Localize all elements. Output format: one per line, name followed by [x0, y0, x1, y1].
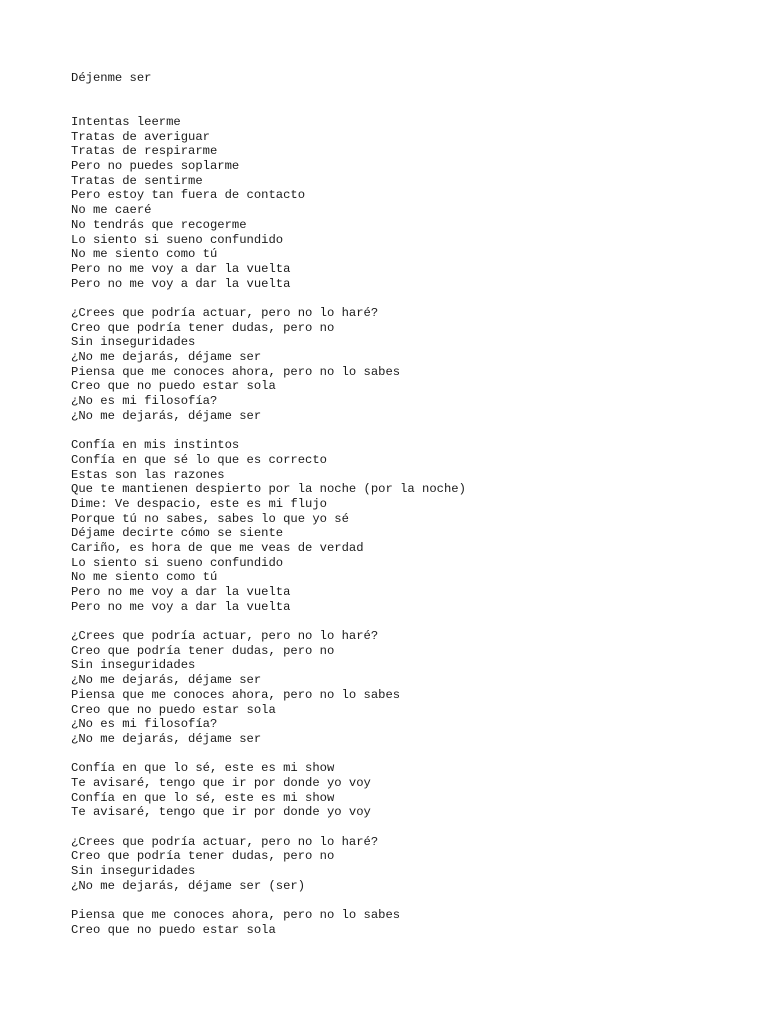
lyric-line: No me siento como tú [71, 570, 218, 585]
lyric-line: ¿Crees que podría actuar, pero no lo haré? [71, 834, 379, 849]
lyric-line: Confía en que lo sé, este es mi show [71, 761, 335, 776]
stanza [71, 908, 751, 937]
lyric-line: Piensa que me conoces ahora, pero no lo sabes [71, 908, 401, 923]
stanza [71, 438, 751, 614]
lyric-line: Lo siento si sueno confundido [71, 232, 284, 247]
lyric-line: Pero no me voy a dar la vuelta [71, 585, 291, 599]
lyric-line: Creo que no puedo estar sola [71, 702, 276, 717]
lyric-line: Pero no me voy a dar la vuelta [71, 261, 291, 276]
lyric-line: Que te mantienen despierto por la noche (por la noche) [71, 482, 466, 497]
lyric-line: Piensa que me conoces ahora, pero no lo sabes [71, 364, 401, 379]
lyric-line: Tratas de respirarme [71, 144, 218, 159]
lyric-line: Porque tú no sabes, sabes lo que yo sé [71, 511, 349, 526]
lyric-line: Pero no me voy a dar la vuelta [71, 599, 291, 614]
lyrics-body [71, 115, 751, 952]
lyric-line: Tratas de averiguar [71, 129, 210, 144]
lyric-line: Confía en que lo sé, este es mi show [71, 790, 335, 805]
lyric-line: No tendrás que recogerme [71, 217, 247, 232]
lyric-line: Lo siento si sueno confundido [71, 555, 284, 570]
lyric-line: Confía en que sé lo que es correcto [71, 452, 327, 467]
lyric-line: ¿No me dejarás, déjame ser [71, 350, 262, 364]
lyric-line: ¿No me dejarás, déjame ser [71, 408, 262, 423]
lyric-line: Pero no puedes soplarme [71, 159, 240, 174]
stanza [71, 629, 751, 747]
lyric-line: Creo que no puedo estar sola [71, 922, 276, 937]
lyric-line: Estas son las razones [71, 467, 225, 482]
lyric-line: Sin inseguridades [71, 864, 196, 879]
lyric-line: Pero estoy tan fuera de contacto [71, 188, 306, 203]
lyric-line: Dime: Ve despacio, este es mi flujo [71, 496, 327, 511]
stanza [71, 115, 751, 291]
lyric-line: ¿No es mi filosofía? [71, 717, 218, 732]
lyric-line: Déjame decirte cómo se siente [71, 526, 284, 541]
lyric-line: ¿No es mi filosofía? [71, 394, 218, 409]
lyric-line: Piensa que me conoces ahora, pero no lo sabes [71, 687, 401, 702]
page-title: Déjenme ser [71, 71, 152, 85]
lyric-line: Creo que podría tener dudas, pero no [71, 320, 335, 335]
lyric-line: Creo que no puedo estar sola [71, 379, 276, 394]
lyric-line: Confía en mis instintos [71, 438, 240, 453]
lyric-line: ¿No me dejarás, déjame ser [71, 673, 262, 688]
stanza [71, 306, 751, 424]
lyric-line: Creo que podría tener dudas, pero no [71, 849, 335, 864]
lyric-line: Creo que podría tener dudas, pero no [71, 643, 335, 658]
lyric-line: Sin inseguridades [71, 658, 196, 673]
lyric-line: Tratas de sentirme [71, 173, 203, 188]
lyric-line: No me caeré [71, 203, 152, 218]
lyric-line: Pero no me voy a dar la vuelta [71, 276, 291, 291]
lyric-line: ¿Crees que podría actuar, pero no lo haré? [71, 629, 379, 644]
lyric-line: Cariño, es hora de que me veas de verdad [71, 540, 364, 555]
lyric-line: Te avisaré, tengo que ir por donde yo voy [71, 775, 371, 790]
stanza [71, 761, 751, 820]
lyric-line: Sin inseguridades [71, 335, 196, 350]
lyric-line: No me siento como tú [71, 247, 218, 262]
stanza [71, 835, 751, 894]
lyric-line: Intentas leerme [71, 115, 181, 129]
lyric-line: ¿No me dejarás, déjame ser (ser) [71, 878, 306, 893]
lyric-line: Te avisaré, tengo que ir por donde yo voy [71, 805, 371, 820]
lyric-line: ¿No me dejarás, déjame ser [71, 731, 262, 746]
lyric-line: ¿Crees que podría actuar, pero no lo haré? [71, 305, 379, 320]
